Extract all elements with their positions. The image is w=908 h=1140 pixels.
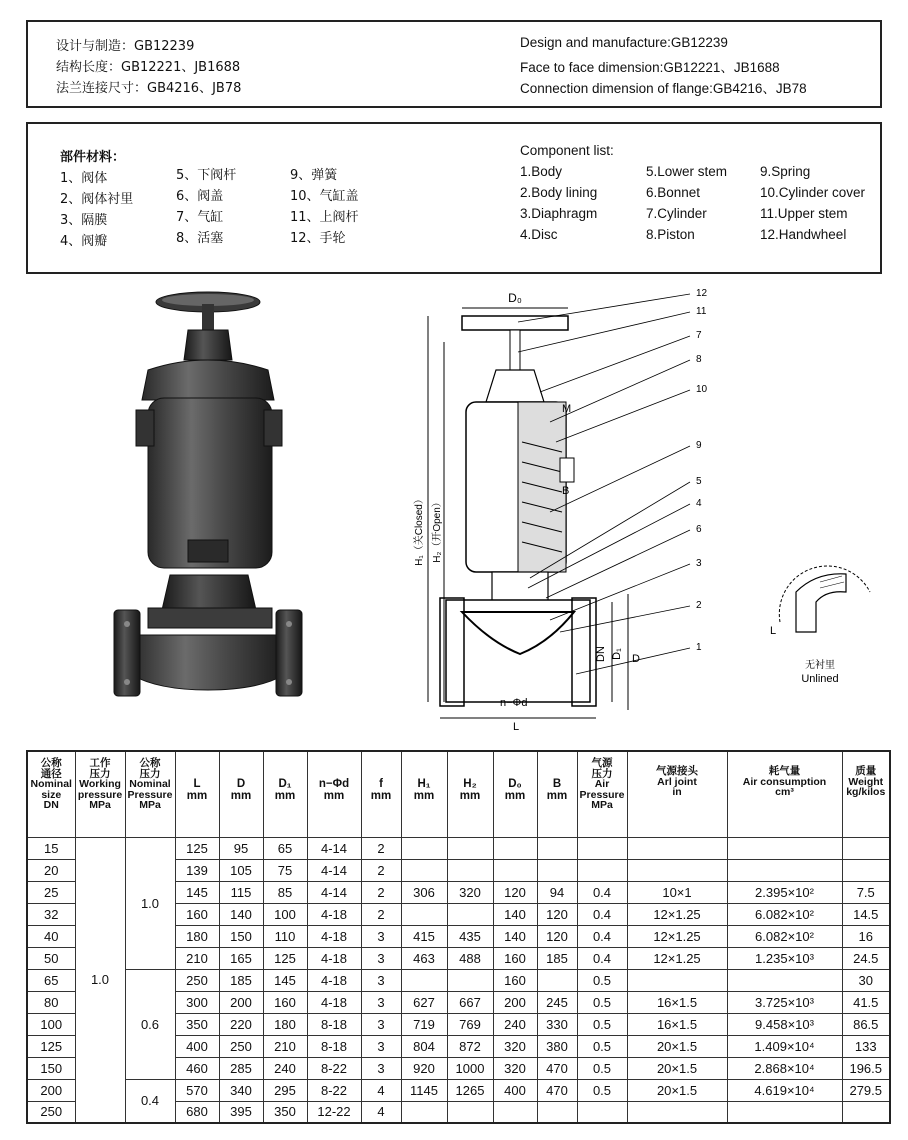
detail-circle-arc	[779, 566, 870, 622]
spec-table	[26, 750, 891, 1124]
cell-d1: 210	[263, 1035, 307, 1057]
cell-air-pressure: 0.4	[577, 903, 627, 925]
cell-d: 95	[219, 837, 263, 859]
component-cn-item: 3、隔膜	[60, 213, 108, 228]
cell-h1	[401, 859, 447, 881]
cell-d0: 140	[493, 903, 537, 925]
cell-d: 395	[219, 1101, 263, 1123]
cell-air-pressure	[577, 837, 627, 859]
cell-air-joint	[627, 1101, 727, 1123]
th-weight: 质量 Weight kg/kilos	[842, 751, 890, 837]
callout-5: 5	[696, 476, 702, 487]
upper-stem-shape	[510, 330, 520, 370]
cell-air-pressure: 0.4	[577, 947, 627, 969]
component-en-item: 5.Lower stem	[646, 164, 728, 179]
detail-hatching	[820, 576, 844, 588]
cell-h1	[401, 837, 447, 859]
cell-b: 120	[537, 903, 577, 925]
cell-b: 330	[537, 1013, 577, 1035]
cell-dn: 65	[27, 969, 75, 991]
cell-d: 340	[219, 1079, 263, 1101]
component-cn-item: 2、阀体衬里	[60, 192, 134, 207]
cell-weight: 7.5	[842, 881, 890, 903]
callout-3: 3	[696, 558, 702, 569]
cell-air-consumption: 6.082×10²	[727, 925, 842, 947]
cell-air-joint	[627, 969, 727, 991]
cell-d0: 240	[493, 1013, 537, 1035]
cell-b: 470	[537, 1057, 577, 1079]
component-cn-item: 8、活塞	[176, 231, 224, 246]
standard-en-flange: Connection dimension of flange:GB4216、JB78	[520, 81, 807, 96]
cell-bolt: 8-18	[307, 1013, 361, 1035]
cell-d: 200	[219, 991, 263, 1013]
component-en-item: 2.Body lining	[520, 185, 598, 200]
cell-d1: 65	[263, 837, 307, 859]
components-cn-title: 部件材料：	[60, 150, 126, 165]
cell-h1: 719	[401, 1013, 447, 1035]
table-row	[27, 1079, 890, 1101]
cell-h2	[447, 969, 493, 991]
cell-h2: 769	[447, 1013, 493, 1035]
detail-cn-label: 无衬里	[805, 660, 835, 671]
cell-weight: 16	[842, 925, 890, 947]
callout-9: 9	[696, 440, 702, 451]
cell-air-joint: 16×1.5	[627, 991, 727, 1013]
cell-d: 250	[219, 1035, 263, 1057]
cell-l: 570	[175, 1079, 219, 1101]
cell-air-consumption: 2.395×10²	[727, 881, 842, 903]
cell-bolt: 4-14	[307, 881, 361, 903]
cell-air-joint: 16×1.5	[627, 1013, 727, 1035]
cell-h2	[447, 837, 493, 859]
cell-f: 4	[361, 1079, 401, 1101]
cell-dn: 125	[27, 1035, 75, 1057]
component-cn-item: 9、弹簧	[290, 168, 338, 183]
standard-cn-flange: 法兰连接尺寸：GB4216、JB78	[56, 81, 242, 96]
cell-h1: 415	[401, 925, 447, 947]
cell-h1: 306	[401, 881, 447, 903]
cell-air-consumption: 2.868×10⁴	[727, 1057, 842, 1079]
cell-h1: 1145	[401, 1079, 447, 1101]
table-row	[27, 969, 890, 991]
callout-1: 1	[696, 642, 702, 653]
cell-air-pressure: 0.5	[577, 1079, 627, 1101]
cell-d1: 180	[263, 1013, 307, 1035]
cell-d1: 125	[263, 947, 307, 969]
cell-air-joint: 10×1	[627, 881, 727, 903]
cell-h2: 872	[447, 1035, 493, 1057]
cell-bolt: 4-18	[307, 991, 361, 1013]
standard-cn-face: 结构长度：GB12221、JB1688	[56, 60, 241, 75]
d-label: D	[632, 653, 640, 665]
cell-bolt: 4-18	[307, 925, 361, 947]
cell-nominal-pressure: 1.0	[125, 837, 175, 969]
cell-d0: 160	[493, 947, 537, 969]
cell-d: 285	[219, 1057, 263, 1079]
cell-bolt: 8-22	[307, 1057, 361, 1079]
components-box	[26, 122, 882, 274]
handwheel-shape	[462, 316, 568, 330]
cell-bolt: 4-18	[307, 947, 361, 969]
cell-h1	[401, 969, 447, 991]
cell-air-consumption: 1.409×10⁴	[727, 1035, 842, 1057]
component-cn-item: 1、阀体	[60, 171, 108, 186]
cell-d: 115	[219, 881, 263, 903]
cell-d1: 350	[263, 1101, 307, 1123]
cell-d: 150	[219, 925, 263, 947]
bonnet-shape	[492, 572, 548, 602]
table-header-row	[27, 751, 890, 837]
cell-d0	[493, 1101, 537, 1123]
cell-dn: 20	[27, 859, 75, 881]
b-label: B	[562, 485, 570, 497]
cell-air-consumption: 6.082×10²	[727, 903, 842, 925]
cell-l: 160	[175, 903, 219, 925]
cell-weight	[842, 837, 890, 859]
cell-d1: 295	[263, 1079, 307, 1101]
cell-d0: 200	[493, 991, 537, 1013]
cell-h2: 1265	[447, 1079, 493, 1101]
cell-air-consumption	[727, 1101, 842, 1123]
standard-en-design: Design and manufacture:GB12239	[520, 35, 728, 50]
cell-d0: 400	[493, 1079, 537, 1101]
cell-h2: 488	[447, 947, 493, 969]
cell-air-consumption	[727, 837, 842, 859]
h1-label: H₁（关Closed）	[414, 494, 425, 566]
cell-f: 2	[361, 903, 401, 925]
th-air-joint: 气源接头 Arl joint in	[627, 751, 727, 837]
cell-weight: 133	[842, 1035, 890, 1057]
cell-air-consumption: 4.619×10⁴	[727, 1079, 842, 1101]
th-air-pressure: 气源 压力 Air Pressure MPa	[577, 751, 627, 837]
cell-dn: 50	[27, 947, 75, 969]
cell-l: 250	[175, 969, 219, 991]
cell-air-joint: 20×1.5	[627, 1079, 727, 1101]
cell-d1: 85	[263, 881, 307, 903]
cell-air-consumption	[727, 969, 842, 991]
detail-flange-profile	[796, 574, 846, 632]
cell-air-joint: 20×1.5	[627, 1035, 727, 1057]
bolt-label: n−Φd	[500, 697, 528, 709]
callout-11: 11	[696, 306, 707, 317]
dn-label: DN	[595, 646, 607, 662]
callout-8: 8	[696, 354, 702, 365]
cell-b	[537, 969, 577, 991]
cell-b	[537, 859, 577, 881]
cell-f: 2	[361, 859, 401, 881]
cell-b: 470	[537, 1079, 577, 1101]
cell-bolt: 8-18	[307, 1035, 361, 1057]
callout-6: 6	[696, 524, 702, 535]
cell-f: 3	[361, 925, 401, 947]
cell-d: 185	[219, 969, 263, 991]
standards-box	[26, 20, 882, 108]
cell-h1: 627	[401, 991, 447, 1013]
th-d0: D₀ mm	[493, 751, 537, 837]
detail-en-label: Unlined	[801, 673, 839, 685]
cell-air-joint: 12×1.25	[627, 903, 727, 925]
m-label: M	[562, 403, 572, 415]
cell-d0: 140	[493, 925, 537, 947]
cell-f: 2	[361, 837, 401, 859]
cell-bolt: 8-22	[307, 1079, 361, 1101]
cell-d0	[493, 837, 537, 859]
component-en-item: 1.Body	[520, 164, 563, 179]
component-en-item: 11.Upper stem	[760, 206, 848, 221]
cell-air-consumption: 9.458×10³	[727, 1013, 842, 1035]
valve-photo	[108, 290, 308, 720]
cell-d: 220	[219, 1013, 263, 1035]
component-en-item: 12.Handwheel	[760, 227, 847, 242]
cell-air-pressure: 0.4	[577, 925, 627, 947]
body-shape	[446, 600, 590, 702]
cell-f: 3	[361, 991, 401, 1013]
cell-l: 210	[175, 947, 219, 969]
cell-dn: 25	[27, 881, 75, 903]
cell-l: 139	[175, 859, 219, 881]
l-label: L	[512, 721, 520, 732]
cell-h2: 667	[447, 991, 493, 1013]
cell-h1: 804	[401, 1035, 447, 1057]
cell-weight: 30	[842, 969, 890, 991]
cell-dn: 15	[27, 837, 75, 859]
callout-2: 2	[696, 600, 702, 611]
cell-bolt: 4-14	[307, 837, 361, 859]
cell-h2	[447, 903, 493, 925]
cell-h2: 1000	[447, 1057, 493, 1079]
cell-f: 3	[361, 947, 401, 969]
cell-b: 120	[537, 925, 577, 947]
cell-air-joint: 20×1.5	[627, 1057, 727, 1079]
cell-air-consumption: 3.725×10³	[727, 991, 842, 1013]
th-bolt: n−Φd mm	[307, 751, 361, 837]
cell-weight: 279.5	[842, 1079, 890, 1101]
th-h1: H₁ mm	[401, 751, 447, 837]
cell-air-joint: 12×1.25	[627, 925, 727, 947]
component-cn-item: 4、阀瓣	[60, 234, 108, 249]
cell-air-pressure: 0.5	[577, 1057, 627, 1079]
cell-air-joint: 12×1.25	[627, 947, 727, 969]
cell-l: 460	[175, 1057, 219, 1079]
cell-h1	[401, 1101, 447, 1123]
component-cn-item: 7、气缸	[176, 210, 224, 225]
component-en-item: 9.Spring	[760, 164, 811, 179]
cell-b: 94	[537, 881, 577, 903]
cell-air-pressure: 0.4	[577, 881, 627, 903]
cell-h1: 463	[401, 947, 447, 969]
cell-b: 380	[537, 1035, 577, 1057]
cell-weight: 41.5	[842, 991, 890, 1013]
cell-d1: 75	[263, 859, 307, 881]
th-h2: H₂ mm	[447, 751, 493, 837]
component-cn-item: 10、气缸盖	[290, 189, 359, 204]
cell-d1: 160	[263, 991, 307, 1013]
cell-d: 140	[219, 903, 263, 925]
standard-cn-design: 设计与制造：GB12239	[56, 39, 195, 54]
cell-weight	[842, 859, 890, 881]
component-en-item: 3.Diaphragm	[520, 206, 598, 221]
cell-dn: 80	[27, 991, 75, 1013]
component-cn-item: 6、阀盖	[176, 189, 224, 204]
component-cn-item: 11、上阀杆	[290, 210, 359, 225]
cell-l: 125	[175, 837, 219, 859]
component-en-item: 8.Piston	[646, 227, 695, 242]
cell-air-pressure: 0.5	[577, 991, 627, 1013]
component-en-item: 10.Cylinder cover	[760, 185, 866, 200]
detail-l-label: L	[770, 625, 777, 637]
cell-l: 300	[175, 991, 219, 1013]
d1-label: D₁	[611, 648, 623, 660]
cell-h1: 920	[401, 1057, 447, 1079]
callout-7: 7	[696, 330, 702, 341]
cell-dn: 32	[27, 903, 75, 925]
cell-d0: 160	[493, 969, 537, 991]
cell-d: 105	[219, 859, 263, 881]
cell-d0: 320	[493, 1057, 537, 1079]
cell-f: 3	[361, 1035, 401, 1057]
cell-bolt: 4-18	[307, 903, 361, 925]
cell-f: 3	[361, 1057, 401, 1079]
cell-b	[537, 1101, 577, 1123]
cell-d1: 145	[263, 969, 307, 991]
cell-h2	[447, 859, 493, 881]
callout-4: 4	[696, 498, 702, 509]
callout-12: 12	[696, 288, 708, 299]
d0-label: D₀	[508, 291, 522, 305]
cell-air-joint	[627, 837, 727, 859]
cell-weight: 196.5	[842, 1057, 890, 1079]
th-air-consumption: 耗气量 Air consumption cm³	[727, 751, 842, 837]
air-joint-shape	[560, 458, 574, 482]
cell-bolt: 12-22	[307, 1101, 361, 1123]
cell-b: 245	[537, 991, 577, 1013]
cell-air-pressure: 0.5	[577, 1013, 627, 1035]
component-en-item: 4.Disc	[520, 227, 558, 242]
cell-l: 180	[175, 925, 219, 947]
table-row	[27, 837, 890, 859]
cell-air-consumption	[727, 859, 842, 881]
cell-dn: 250	[27, 1101, 75, 1123]
valve-section-diagram	[400, 282, 720, 732]
cell-h2: 320	[447, 881, 493, 903]
h2-label: H₂（开Open）	[432, 497, 443, 563]
cell-l: 680	[175, 1101, 219, 1123]
component-cn-item: 12、手轮	[290, 231, 346, 246]
cell-air-pressure	[577, 1101, 627, 1123]
cell-d1: 110	[263, 925, 307, 947]
cell-weight: 14.5	[842, 903, 890, 925]
cell-working-pressure: 1.0	[75, 837, 125, 1123]
th-d: D mm	[219, 751, 263, 837]
cell-f: 3	[361, 1013, 401, 1035]
component-en-item: 7.Cylinder	[646, 206, 707, 221]
cell-weight: 86.5	[842, 1013, 890, 1035]
cell-l: 400	[175, 1035, 219, 1057]
cell-bolt: 4-14	[307, 859, 361, 881]
cell-b: 185	[537, 947, 577, 969]
cell-air-pressure: 0.5	[577, 1035, 627, 1057]
th-b: B mm	[537, 751, 577, 837]
cell-weight	[842, 1101, 890, 1123]
unlined-detail	[760, 552, 880, 687]
cell-d0: 120	[493, 881, 537, 903]
cell-h2	[447, 1101, 493, 1123]
cell-air-consumption: 1.235×10³	[727, 947, 842, 969]
th-f: f mm	[361, 751, 401, 837]
th-d1: D₁ mm	[263, 751, 307, 837]
cell-bolt: 4-18	[307, 969, 361, 991]
cell-l: 350	[175, 1013, 219, 1035]
cell-dn: 100	[27, 1013, 75, 1035]
standard-en-face: Face to face dimension:GB12221、JB1688	[520, 60, 780, 75]
cylinder-cover-shape	[486, 370, 544, 402]
cell-l: 145	[175, 881, 219, 903]
cell-d1: 100	[263, 903, 307, 925]
components-en-title: Component list:	[520, 143, 614, 158]
cell-air-joint	[627, 859, 727, 881]
cell-f: 2	[361, 881, 401, 903]
cell-dn: 150	[27, 1057, 75, 1079]
cell-b	[537, 837, 577, 859]
cell-d0	[493, 859, 537, 881]
cell-weight: 24.5	[842, 947, 890, 969]
callout-10: 10	[696, 384, 708, 395]
cell-d0: 320	[493, 1035, 537, 1057]
cell-d: 165	[219, 947, 263, 969]
cell-dn: 40	[27, 925, 75, 947]
cell-air-pressure: 0.5	[577, 969, 627, 991]
cell-h2: 435	[447, 925, 493, 947]
th-working-pressure: 工作 压力 Working pressure MPa	[75, 751, 125, 837]
cell-f: 4	[361, 1101, 401, 1123]
th-nominal-pressure: 公称 压力 Nominal Pressure MPa	[125, 751, 175, 837]
component-en-item: 6.Bonnet	[646, 185, 701, 200]
th-nominal-size: 公称 通径 Nominal size DN	[27, 751, 75, 837]
cell-d1: 240	[263, 1057, 307, 1079]
component-cn-item: 5、下阀杆	[176, 168, 237, 183]
cell-f: 3	[361, 969, 401, 991]
th-l: L mm	[175, 751, 219, 837]
cell-air-pressure	[577, 859, 627, 881]
cell-h1	[401, 903, 447, 925]
cell-nominal-pressure: 0.4	[125, 1079, 175, 1123]
cell-dn: 200	[27, 1079, 75, 1101]
cell-nominal-pressure: 0.6	[125, 969, 175, 1079]
